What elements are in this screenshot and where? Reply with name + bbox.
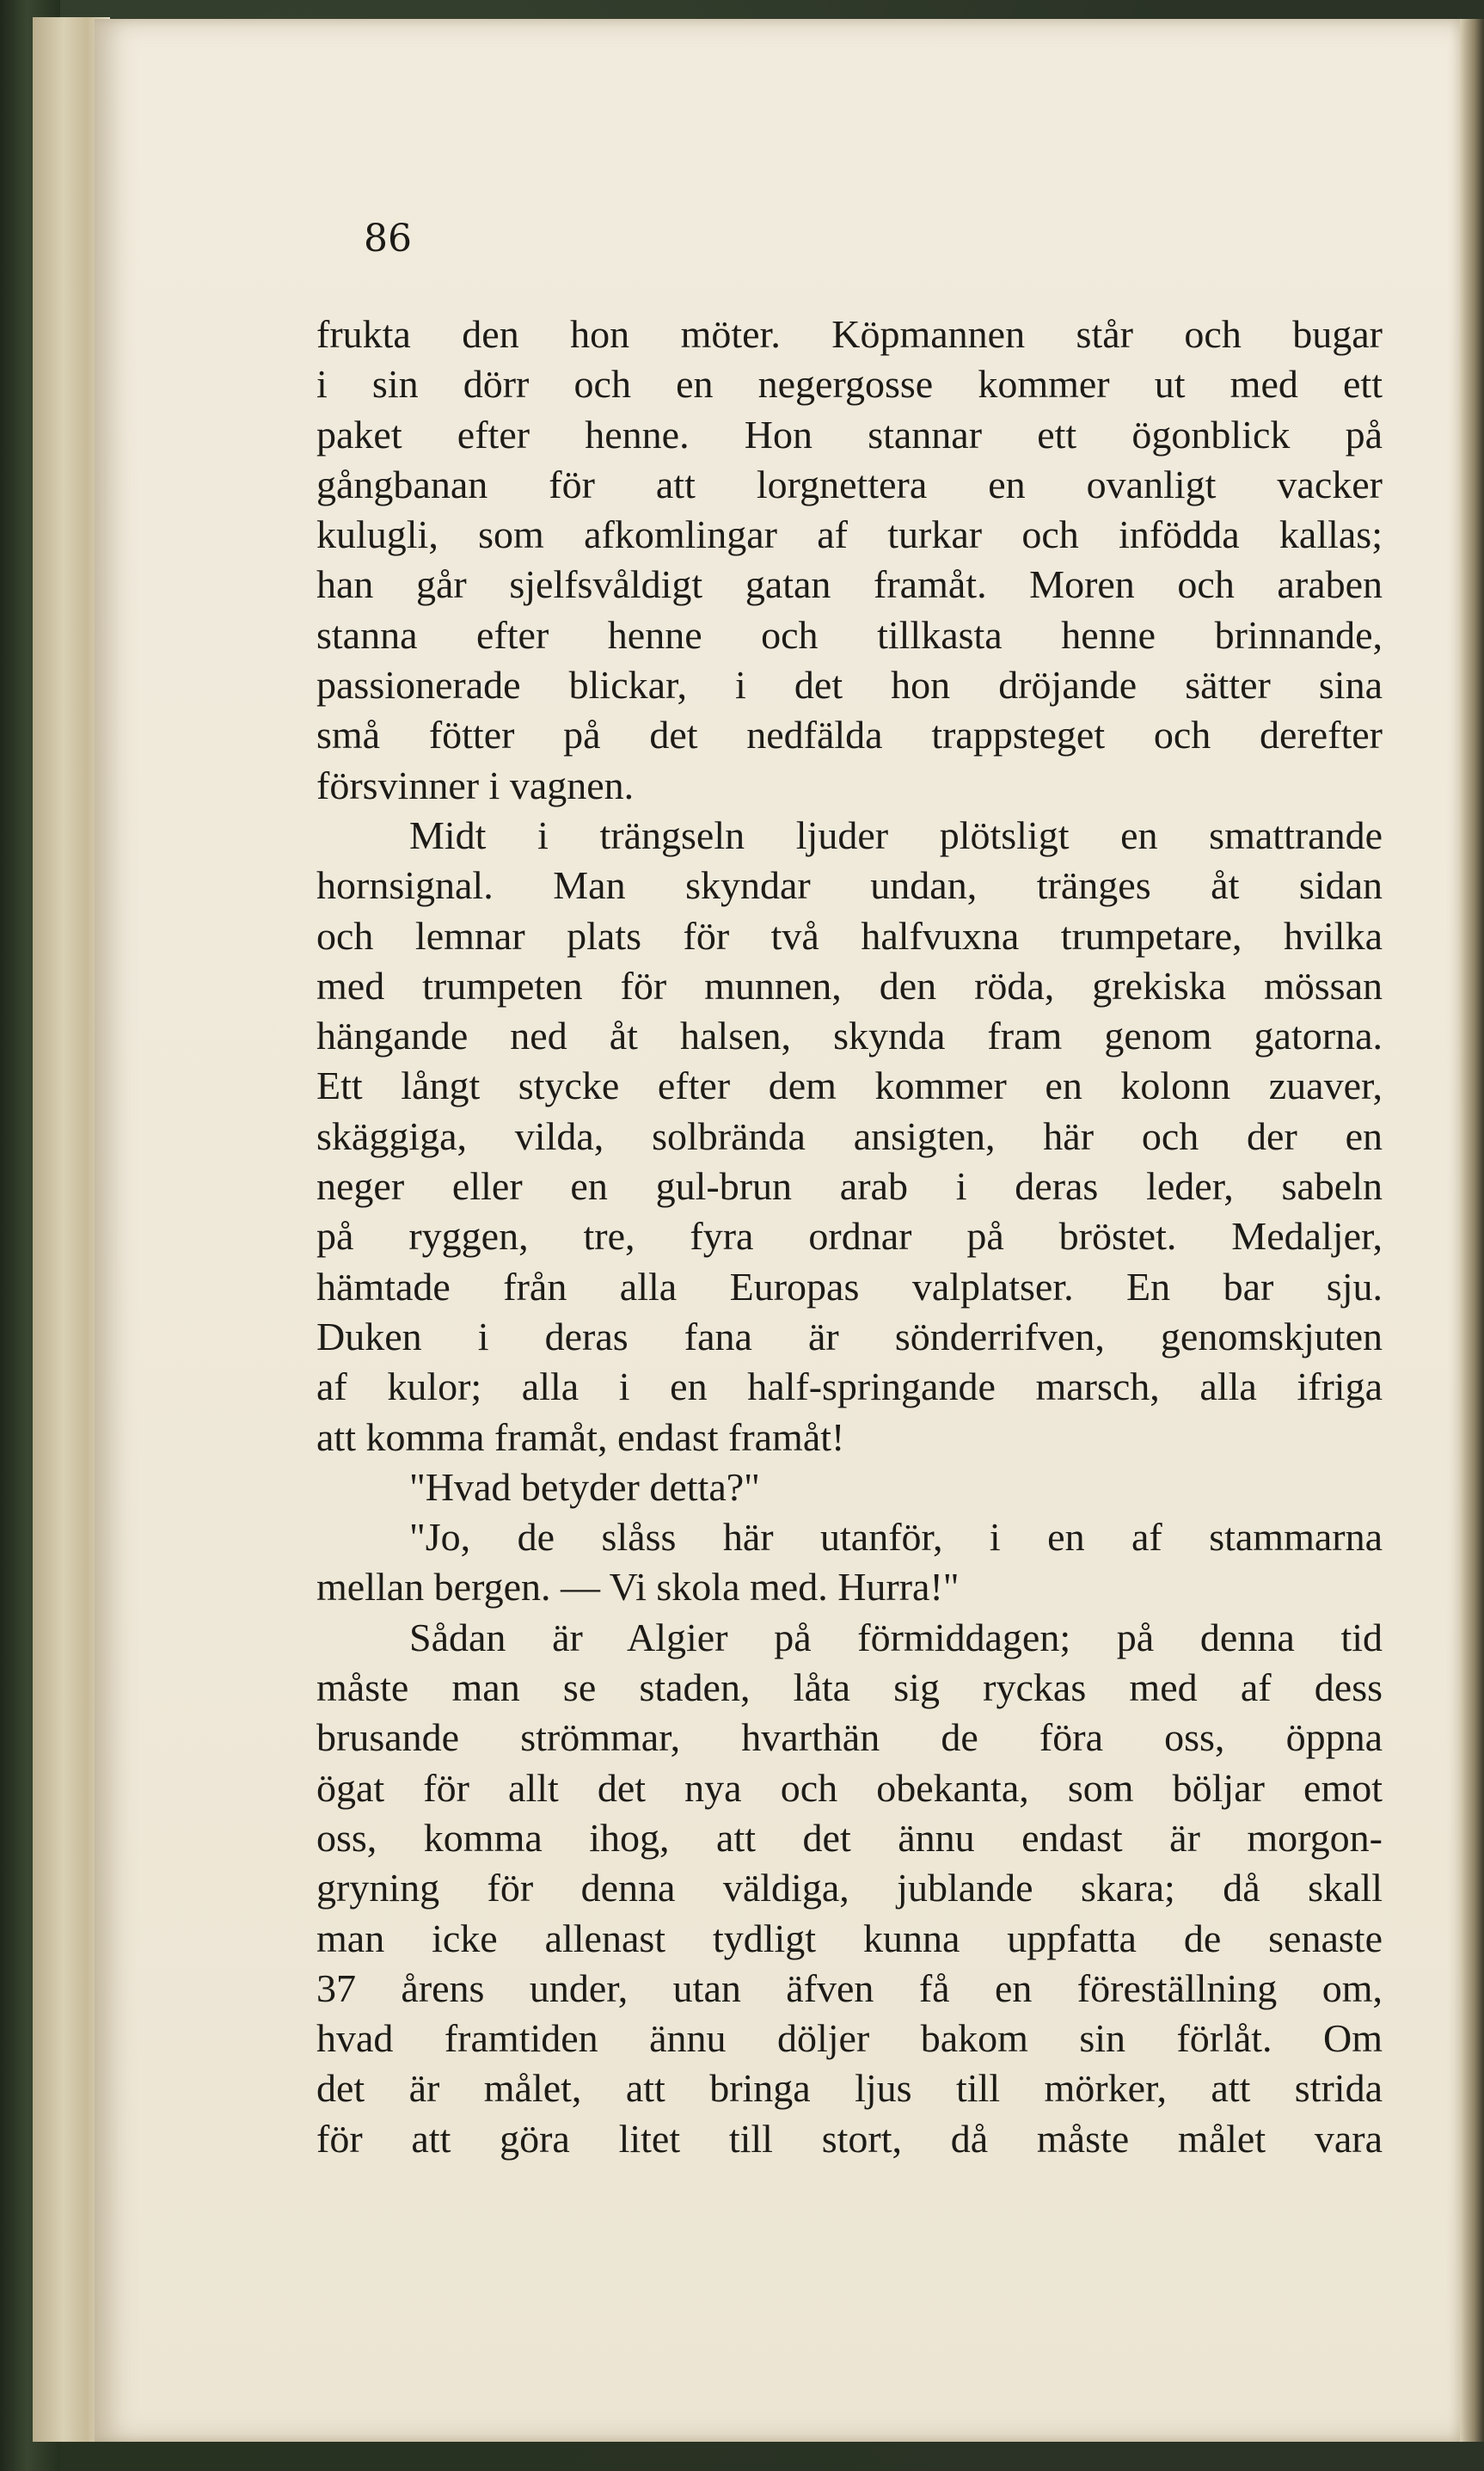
page-right-edge: [1460, 19, 1484, 2442]
text-line: man icke allenast tydligt kunna uppfatta de senaste: [316, 1916, 1383, 1960]
text-line: hvad framtiden ännu döljer bakom sin förlåt. Om: [316, 2016, 1383, 2061]
text-line: kulugli, som afkomlingar af turkar och infödda kallas;: [316, 512, 1383, 557]
text-line: och lemnar plats för två halfvuxna trumpetare, hvilka: [316, 913, 1383, 958]
text-line: Duken i deras fana är sönderrifven, genomskjuten: [316, 1314, 1383, 1358]
text-line: försvinner i vagnen.: [316, 763, 635, 807]
text-line: "Jo, de slåss här utanför, i en af stammarna: [409, 1515, 1383, 1560]
text-line: mellan bergen. — Vi skola med. Hurra!": [316, 1565, 960, 1610]
text-line: hämtade från alla Europas valplatser. En bar sju.: [316, 1264, 1383, 1309]
text-line: i sin dörr och en negergosse kommer ut med ett: [316, 362, 1383, 407]
text-line: af kulor; alla i en half-springande marsch, alla ifriga: [316, 1364, 1383, 1409]
text-line: på ryggen, tre, fyra ordnar på bröstet. Medaljer,: [316, 1214, 1383, 1259]
text-line: stanna efter henne och tillkasta henne brinnande,: [316, 612, 1383, 657]
text-line: oss, komma ihog, att det ännu endast är morgon-: [316, 1815, 1383, 1860]
text-line: måste man se staden, låta sig ryckas med af dess: [316, 1665, 1383, 1710]
text-line: han går sjelfsvåldigt gatan framåt. Moren och araben: [316, 562, 1383, 607]
text-line: Midt i trängseln ljuder plötsligt en smattrande: [409, 812, 1383, 857]
text-line: med trumpeten för munnen, den röda, grekiska mössan: [316, 963, 1383, 1008]
text-line: hornsignal. Man skyndar undan, tränges åt sidan: [316, 863, 1383, 908]
text-line: små fötter på det nedfälda trappsteget och derefter: [316, 713, 1383, 757]
text-line: det är målet, att bringa ljus till mörker, att strida: [316, 2066, 1383, 2111]
text-line: 37 årens under, utan äfven få en föreställning om,: [316, 1965, 1383, 2010]
text-line: brusande strömmar, hvarthän de föra oss, öppna: [316, 1715, 1383, 1760]
text-line: frukta den hon möter. Köpmannen står och bugar: [316, 312, 1383, 356]
text-line: gångbanan för att lorgnettera en ovanligt vacker: [316, 462, 1383, 506]
text-line: hängande ned åt halsen, skynda fram genom gatorna.: [316, 1014, 1383, 1058]
text-line: ögat för allt det nya och obekanta, som böljar emot: [316, 1765, 1383, 1810]
text-line: neger eller en gul-brun arab i deras leder, sabeln: [316, 1164, 1383, 1209]
text-line: passionerade blickar, i det hon dröjande sätter sina: [316, 663, 1383, 708]
text-line: skäggiga, vilda, solbrända ansigten, här och der en: [316, 1113, 1383, 1158]
text-line: Ett långt stycke efter dem kommer en kolonn zuaver,: [316, 1064, 1383, 1108]
text-line: Sådan är Algier på förmiddagen; på denna tid: [409, 1615, 1383, 1659]
text-line: "Hvad betyder detta?": [409, 1464, 760, 1509]
body-text: [316, 310, 1383, 2164]
text-line: gryning för denna väldiga, jublande skara; då skall: [316, 1866, 1383, 1910]
text-line: att komma framåt, endast framåt!: [316, 1414, 845, 1459]
text-line: paket efter henne. Hon stannar ett ögonblick på: [316, 412, 1383, 457]
page-number: 86: [364, 217, 412, 261]
text-line: för att göra litet till stort, då måste målet vara: [316, 2116, 1383, 2161]
